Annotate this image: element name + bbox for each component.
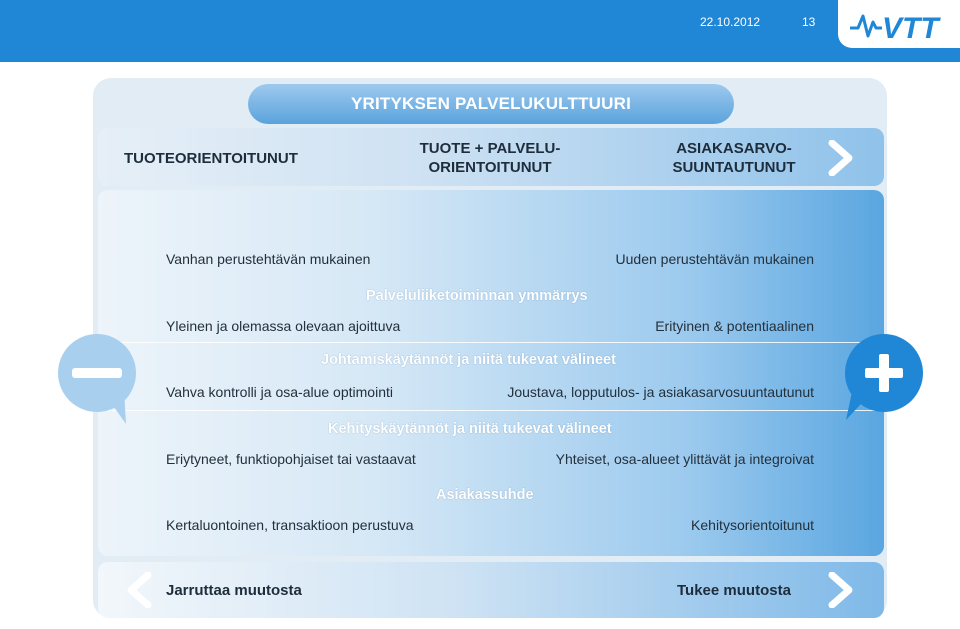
row4-left: Eriytyneet, funktiopohjaiset tai vastaavat: [166, 451, 416, 467]
vtt-logo-icon: [848, 8, 956, 42]
row2-right: Erityinen & potentiaalinen: [655, 318, 814, 334]
bottom-right-label: Tukee muutosta: [677, 582, 791, 599]
row1-left: Vanhan perustehtävän mukainen: [166, 251, 371, 267]
heading-management-practices: Johtamiskäytännöt ja niitä tukevat välineet: [321, 352, 616, 368]
orientation-product-service: [410, 139, 570, 177]
slide-number: 13: [802, 15, 816, 29]
page-title: YRITYKSEN PALVELUKULTTUURI: [248, 84, 734, 124]
minus-bubble-tail: [100, 390, 130, 426]
orientation-product-service-line2: ORIENTOITUNUT: [428, 159, 552, 176]
row-divider: [98, 410, 884, 411]
row-divider: [98, 342, 884, 343]
bottom-left-label: Jarruttaa muutosta: [166, 582, 302, 599]
minus-icon: [68, 362, 126, 384]
orientation-customer-value-line1: ASIAKASARVO-: [676, 140, 792, 157]
header-band: [0, 0, 960, 62]
chevron-left-icon: [124, 572, 154, 608]
slide-date: 22.10.2012: [700, 15, 761, 29]
orientation-customer-value: [660, 139, 808, 177]
orientation-customer-value-line2: SUUNTAUTUNUT: [672, 159, 796, 176]
row1-right: Uuden perustehtävän mukainen: [615, 251, 814, 267]
row2-left: Yleinen ja olemassa olevaan ajoittuva: [166, 318, 401, 334]
row3-right: Joustava, lopputulos- ja asiakasarvosuuntautunut: [507, 384, 814, 400]
vtt-logo: [838, 0, 960, 48]
plus-bubble-tail: [846, 392, 874, 422]
svg-text:VTT: VTT: [882, 12, 939, 42]
orientation-product: TUOTEORIENTOITUNUT: [124, 150, 298, 167]
orientation-product-service-line1: TUOTE + PALVELU-: [419, 140, 561, 157]
heading-customer-relationship: Asiakassuhde: [436, 487, 534, 503]
chevron-right-icon: [826, 140, 856, 176]
heading-development-practices: Kehityskäytännöt ja niitä tukevat välineet: [328, 421, 612, 437]
row5-left: Kertaluontoinen, transaktioon perustuva: [166, 517, 414, 533]
heading-service-understanding: Palveluliiketoiminnan ymmärrys: [366, 288, 588, 304]
row5-right: Kehitysorientoitunut: [691, 517, 814, 533]
chevron-right-icon: [826, 572, 856, 608]
plus-icon: [861, 350, 907, 396]
row3-left: Vahva kontrolli ja osa-alue optimointi: [166, 384, 393, 400]
row4-right: Yhteiset, osa-alueet ylittävät ja integroivat: [555, 451, 814, 467]
